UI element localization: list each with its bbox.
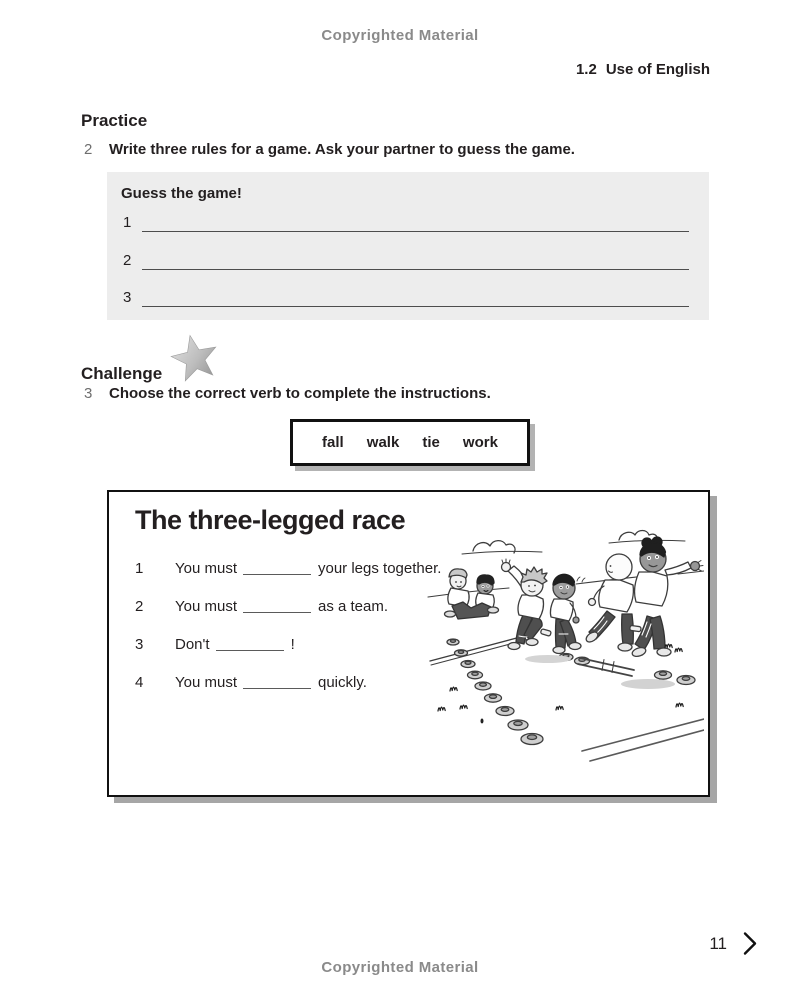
sentence-number: 4 [135, 674, 144, 691]
sentence-before: You must [175, 674, 237, 691]
challenge-heading: Challenge [81, 364, 163, 383]
word-bank-box [290, 419, 530, 466]
challenge-exercise [84, 385, 744, 402]
sentence-number: 1 [135, 560, 144, 577]
practice-heading: Practice [81, 111, 148, 130]
sentence-before: Don't [175, 636, 210, 653]
race-exercise-box [107, 490, 710, 797]
line-number: 2 [123, 252, 132, 269]
word-option: fall [322, 434, 344, 451]
answer-blank [243, 612, 311, 613]
chevron-right-icon[interactable] [742, 931, 758, 956]
race-illustration [416, 518, 704, 799]
writing-line [123, 214, 689, 234]
sentence-before: You must [175, 598, 237, 615]
sentence-before: You must [175, 560, 237, 577]
guess-the-game-box [107, 172, 709, 320]
word-option: work [462, 434, 498, 451]
race-box-title: The three-legged race [135, 505, 406, 535]
exercise-instruction: Write three rules for a game. Ask your partner to guess the game. [109, 141, 575, 158]
exercise-instruction: Choose the correct verb to complete the instructions. [109, 385, 491, 402]
word-option: walk [366, 434, 400, 451]
sentence-number: 3 [135, 636, 144, 653]
answer-blank [216, 650, 284, 651]
blank-rule [142, 306, 689, 307]
practice-exercise [84, 141, 744, 158]
blank-rule [142, 269, 689, 270]
word-option: tie [422, 434, 440, 451]
star-icon [168, 334, 222, 389]
exercise-number: 2 [84, 141, 93, 158]
sentence-after: your legs together. [318, 560, 442, 577]
unit-title: Use of English [605, 61, 710, 78]
writing-line [123, 252, 689, 272]
exercise-number: 3 [84, 385, 93, 402]
sentence-number: 2 [135, 598, 144, 615]
line-number: 3 [123, 289, 132, 306]
page-number: 11 [709, 933, 727, 953]
writing-line [123, 289, 689, 309]
blank-rule [142, 231, 689, 232]
guess-box-title: Guess the game! [121, 185, 242, 202]
challenge-section-header [81, 334, 222, 389]
sentence-after: as a team. [318, 598, 389, 615]
unit-header [576, 61, 710, 78]
unit-number: 1.2 [575, 61, 597, 78]
sentence-after: quickly. [318, 674, 367, 691]
sentence-after: ! [290, 636, 295, 653]
copyright-notice-top: Copyrighted Material [321, 27, 479, 44]
copyright-notice-bottom: Copyrighted Material [321, 959, 479, 976]
answer-blank [243, 688, 311, 689]
line-number: 1 [123, 214, 132, 231]
answer-blank [243, 574, 311, 575]
page-footer [709, 931, 758, 956]
